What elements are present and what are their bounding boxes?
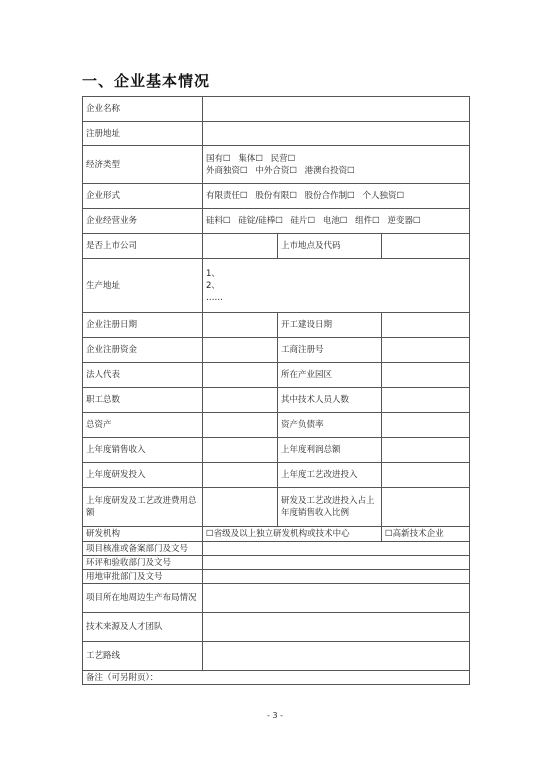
- pair-right-field[interactable]: [382, 338, 470, 363]
- option-foreign-owned[interactable]: 外商独资☐: [206, 165, 248, 176]
- option-state-owned[interactable]: 国有☐: [206, 153, 231, 164]
- approval-dept-label: 项目核准或备案部门及文号: [83, 542, 203, 556]
- business-label: 企业经营业务: [83, 209, 203, 234]
- option-stock-cooperative[interactable]: 股份合作制☐: [304, 191, 355, 201]
- option-module[interactable]: 组件☐: [355, 216, 380, 226]
- pair-left-label: 企业注册资金: [83, 338, 203, 363]
- pair-left-field[interactable]: [203, 488, 278, 527]
- section-heading: 一、企业基本情况: [82, 72, 211, 90]
- pair-left-field[interactable]: [203, 338, 278, 363]
- tech-source-field[interactable]: [203, 613, 470, 642]
- listing-location-field[interactable]: [382, 234, 470, 259]
- land-dept-field[interactable]: [203, 570, 470, 584]
- pair-right-label: 上年度工艺改进投入: [278, 463, 382, 488]
- env-dept-field[interactable]: [203, 556, 470, 570]
- listing-location-label: 上市地点及代码: [278, 234, 382, 259]
- pair-left-field[interactable]: [203, 438, 278, 463]
- pair-right-label: 工商注册号: [278, 338, 382, 363]
- pair-left-label: 企业注册日期: [83, 313, 203, 338]
- page-number: - 3 -: [267, 711, 283, 720]
- option-silicon-material[interactable]: 硅料☐: [206, 216, 231, 226]
- production-address-field[interactable]: [203, 259, 470, 313]
- option-high-tech-enterprise[interactable]: ☐高新技术企业: [382, 527, 470, 542]
- pair-right-label: 开工建设日期: [278, 313, 382, 338]
- pair-left-field[interactable]: [203, 363, 278, 388]
- pair-right-field[interactable]: [382, 488, 470, 527]
- option-joint-stock[interactable]: 股份有限☐: [255, 191, 297, 201]
- remarks-label[interactable]: 备注（可另附页）：: [83, 671, 470, 685]
- pair-right-field[interactable]: [382, 363, 470, 388]
- pair-left-label: 法人代表: [83, 363, 203, 388]
- pair-right-label: 上年度利润总额: [278, 438, 382, 463]
- approval-dept-field[interactable]: [203, 542, 470, 556]
- option-joint-venture[interactable]: 中外合资☐: [255, 165, 297, 176]
- option-limited-liability[interactable]: 有限责任☐: [206, 191, 248, 201]
- pair-right-field[interactable]: [382, 413, 470, 438]
- pair-left-field[interactable]: [203, 463, 278, 488]
- option-sole-proprietorship[interactable]: 个人独资☐: [362, 191, 405, 201]
- pair-left-label: 上年度研发及工艺改进费用总额: [83, 488, 203, 527]
- option-ingot-rod[interactable]: 硅锭/硅棒☐: [238, 216, 283, 226]
- pair-left-field[interactable]: [203, 313, 278, 338]
- option-cell[interactable]: 电池☐: [322, 216, 348, 226]
- production-address-line-2: 2、: [206, 280, 220, 291]
- process-route-field[interactable]: [203, 642, 470, 671]
- pair-right-label: 所在产业园区: [278, 363, 382, 388]
- tech-source-label: 技术来源及人才团队: [83, 613, 203, 642]
- pair-left-label: 总资产: [83, 413, 203, 438]
- listed-field[interactable]: [203, 234, 278, 259]
- process-route-label: 工艺路线: [83, 642, 203, 671]
- pair-right-label: 其中技术人员人数: [278, 388, 382, 413]
- pair-left-field[interactable]: [203, 388, 278, 413]
- option-provincial-rd-center[interactable]: ☐省级及以上独立研发机构或技术中心: [203, 527, 382, 542]
- company-form-options[interactable]: [203, 184, 470, 209]
- production-address-line-1: 1、: [206, 268, 220, 279]
- listed-label: 是否上市公司: [83, 234, 203, 259]
- nearby-layout-label: 项目所在地周边生产布局情况: [83, 584, 203, 613]
- business-options[interactable]: [203, 209, 470, 234]
- option-inverter[interactable]: 逆变器☐: [387, 216, 421, 226]
- company-name-field[interactable]: [203, 97, 470, 122]
- pair-left-label: 上年度销售收入: [83, 438, 203, 463]
- company-info-form: [82, 96, 470, 685]
- economy-type-options[interactable]: [203, 146, 470, 184]
- option-wafer[interactable]: 硅片☐: [290, 216, 316, 226]
- pair-right-field[interactable]: [382, 313, 470, 338]
- option-collective[interactable]: 集体☐: [238, 153, 263, 164]
- pair-right-field[interactable]: [382, 388, 470, 413]
- pair-right-field[interactable]: [382, 463, 470, 488]
- pair-left-label: 上年度研发投入: [83, 463, 203, 488]
- env-dept-label: 环评和验收部门及文号: [83, 556, 203, 570]
- pair-right-field[interactable]: [382, 438, 470, 463]
- reg-address-label: 注册地址: [83, 122, 203, 146]
- reg-address-field[interactable]: [203, 122, 470, 146]
- production-address-label: 生产地址: [83, 259, 203, 313]
- nearby-layout-field[interactable]: [203, 584, 470, 613]
- company-name-label: 企业名称: [83, 97, 203, 122]
- option-private[interactable]: 民营☐: [270, 153, 296, 164]
- pair-right-label: 资产负债率: [278, 413, 382, 438]
- rd-label: 研发机构: [83, 527, 203, 542]
- land-dept-label: 用地审批部门及文号: [83, 570, 203, 584]
- pair-right-label: 研发及工艺改进投入占上年度销售收入比例: [278, 488, 382, 527]
- production-address-line-3: ……: [206, 292, 223, 303]
- company-form-label: 企业形式: [83, 184, 203, 209]
- pair-left-field[interactable]: [203, 413, 278, 438]
- option-hk-macao-taiwan[interactable]: 港澳台投资☐: [304, 165, 355, 176]
- pair-left-label: 职工总数: [83, 388, 203, 413]
- economy-type-label: 经济类型: [83, 146, 203, 184]
